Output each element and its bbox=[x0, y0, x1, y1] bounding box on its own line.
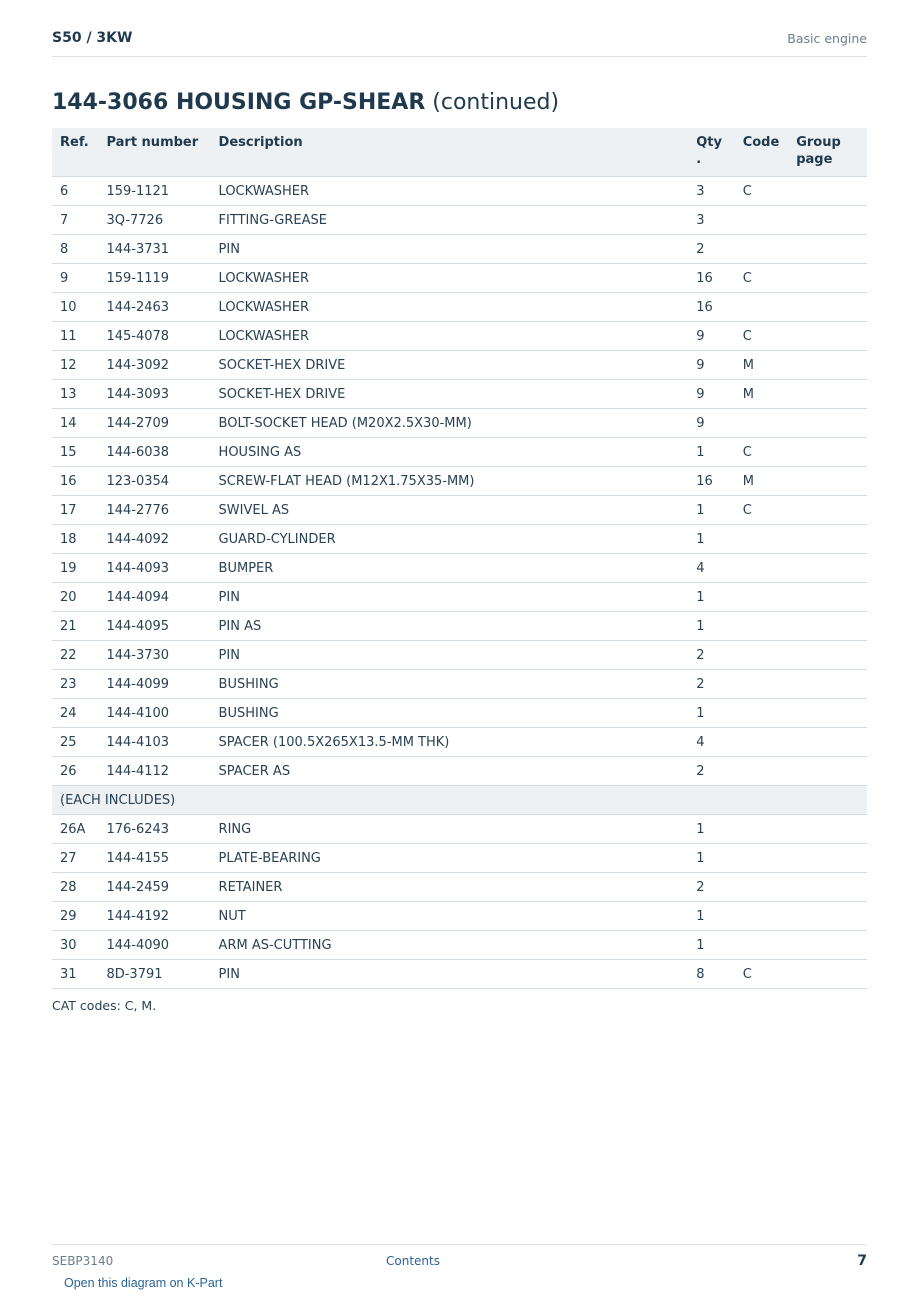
description-cell: SCREW-FLAT HEAD (M12X1.75X35-MM) bbox=[211, 467, 689, 496]
ref-cell: 22 bbox=[52, 641, 98, 670]
code-cell: M bbox=[735, 467, 789, 496]
code-cell bbox=[735, 670, 789, 699]
code-cell: M bbox=[735, 380, 789, 409]
col-description-header: Description bbox=[211, 128, 689, 177]
description-cell: RETAINER bbox=[211, 873, 689, 902]
group-page-cell bbox=[788, 670, 867, 699]
ref-cell: 26A bbox=[52, 815, 98, 844]
description-cell: LOCKWASHER bbox=[211, 293, 689, 322]
qty-cell: 1 bbox=[688, 612, 734, 641]
qty-cell: 1 bbox=[688, 496, 734, 525]
table-row bbox=[52, 815, 867, 844]
group-page-cell bbox=[788, 641, 867, 670]
part-number-cell: 144-4092 bbox=[98, 525, 210, 554]
description-cell: SWIVEL AS bbox=[211, 496, 689, 525]
group-code-title: 144-3066 HOUSING GP-SHEAR bbox=[52, 90, 426, 115]
table-row bbox=[52, 554, 867, 583]
col-ref-header: Ref. bbox=[52, 128, 98, 177]
qty-cell: 16 bbox=[688, 264, 734, 293]
qty-cell: 9 bbox=[688, 380, 734, 409]
part-number-cell: 159-1119 bbox=[98, 264, 210, 293]
description-cell: SOCKET-HEX DRIVE bbox=[211, 380, 689, 409]
qty-cell: 16 bbox=[688, 467, 734, 496]
code-cell: C bbox=[735, 264, 789, 293]
qty-cell: 2 bbox=[688, 641, 734, 670]
section-label: Basic engine bbox=[787, 31, 867, 46]
ref-cell: 17 bbox=[52, 496, 98, 525]
part-number-cell: 159-1121 bbox=[98, 177, 210, 206]
code-cell bbox=[735, 293, 789, 322]
ref-cell: 19 bbox=[52, 554, 98, 583]
table-header-row bbox=[52, 128, 867, 177]
table-row bbox=[52, 409, 867, 438]
group-page-cell bbox=[788, 438, 867, 467]
ref-cell: 30 bbox=[52, 931, 98, 960]
part-number-cell: 8D-3791 bbox=[98, 960, 210, 989]
group-page-cell bbox=[788, 583, 867, 612]
ref-cell: 18 bbox=[52, 525, 98, 554]
part-number-cell: 144-3092 bbox=[98, 351, 210, 380]
page-footer bbox=[52, 1244, 867, 1275]
qty-cell: 1 bbox=[688, 815, 734, 844]
table-row bbox=[52, 206, 867, 235]
code-cell bbox=[735, 206, 789, 235]
qty-cell: 1 bbox=[688, 525, 734, 554]
qty-cell: 3 bbox=[688, 177, 734, 206]
cat-codes-note: CAT codes: C, M. bbox=[52, 998, 157, 1013]
col-code-header: Code bbox=[735, 128, 789, 177]
code-cell: M bbox=[735, 351, 789, 380]
group-page-cell bbox=[788, 612, 867, 641]
qty-cell: 1 bbox=[688, 931, 734, 960]
group-page-cell bbox=[788, 293, 867, 322]
qty-cell: 2 bbox=[688, 757, 734, 786]
code-cell bbox=[735, 699, 789, 728]
qty-cell: 2 bbox=[688, 670, 734, 699]
table-row bbox=[52, 496, 867, 525]
model-label: S50 / 3KW bbox=[52, 30, 133, 46]
ref-cell: 6 bbox=[52, 177, 98, 206]
code-cell bbox=[735, 525, 789, 554]
ref-cell: 15 bbox=[52, 438, 98, 467]
table-row bbox=[52, 235, 867, 264]
description-cell: ARM AS-CUTTING bbox=[211, 931, 689, 960]
qty-cell: 9 bbox=[688, 322, 734, 351]
col-part-number-header: Part number bbox=[98, 128, 210, 177]
part-number-cell: 144-4090 bbox=[98, 931, 210, 960]
code-cell bbox=[735, 844, 789, 873]
page-header bbox=[52, 20, 867, 57]
ref-cell: 29 bbox=[52, 902, 98, 931]
part-number-cell: 3Q-7726 bbox=[98, 206, 210, 235]
code-cell bbox=[735, 931, 789, 960]
code-cell bbox=[735, 612, 789, 641]
ref-cell: 31 bbox=[52, 960, 98, 989]
code-cell: C bbox=[735, 322, 789, 351]
table-row bbox=[52, 583, 867, 612]
table-row bbox=[52, 641, 867, 670]
ref-cell: 14 bbox=[52, 409, 98, 438]
group-page-cell bbox=[788, 699, 867, 728]
code-cell bbox=[735, 235, 789, 264]
part-number-cell: 144-4103 bbox=[98, 728, 210, 757]
code-cell: C bbox=[735, 438, 789, 467]
table-row bbox=[52, 322, 867, 351]
code-cell: C bbox=[735, 960, 789, 989]
contents-link[interactable]: Contents bbox=[386, 1254, 440, 1268]
group-page-cell bbox=[788, 554, 867, 583]
table-row bbox=[52, 699, 867, 728]
description-cell: BUSHING bbox=[211, 670, 689, 699]
part-number-cell: 144-4099 bbox=[98, 670, 210, 699]
part-number-cell: 144-3730 bbox=[98, 641, 210, 670]
qty-cell: 9 bbox=[688, 351, 734, 380]
description-cell: NUT bbox=[211, 902, 689, 931]
ref-cell: 24 bbox=[52, 699, 98, 728]
part-number-cell: 123-0354 bbox=[98, 467, 210, 496]
table-note-row bbox=[52, 786, 867, 815]
table-row bbox=[52, 757, 867, 786]
ref-cell: 27 bbox=[52, 844, 98, 873]
col-qty-header: Qty . bbox=[688, 128, 734, 177]
table-row bbox=[52, 844, 867, 873]
qty-cell: 2 bbox=[688, 873, 734, 902]
description-cell: BUMPER bbox=[211, 554, 689, 583]
code-cell bbox=[735, 757, 789, 786]
code-cell bbox=[735, 902, 789, 931]
description-cell: BUSHING bbox=[211, 699, 689, 728]
table-row bbox=[52, 728, 867, 757]
part-number-cell: 144-4095 bbox=[98, 612, 210, 641]
code-cell bbox=[735, 554, 789, 583]
group-page-cell bbox=[788, 409, 867, 438]
description-cell: RING bbox=[211, 815, 689, 844]
qty-cell: 1 bbox=[688, 438, 734, 467]
qty-cell: 1 bbox=[688, 583, 734, 612]
document-id: SEBP3140 bbox=[52, 1254, 114, 1268]
qty-cell: 1 bbox=[688, 699, 734, 728]
description-cell: PIN bbox=[211, 583, 689, 612]
table-row bbox=[52, 177, 867, 206]
part-number-cell: 144-3731 bbox=[98, 235, 210, 264]
table-row bbox=[52, 351, 867, 380]
group-page-cell bbox=[788, 815, 867, 844]
group-page-cell bbox=[788, 757, 867, 786]
part-number-cell: 144-2463 bbox=[98, 293, 210, 322]
part-number-cell: 144-2776 bbox=[98, 496, 210, 525]
ref-cell: 13 bbox=[52, 380, 98, 409]
part-number-cell: 144-4100 bbox=[98, 699, 210, 728]
qty-cell: 2 bbox=[688, 235, 734, 264]
parts-table bbox=[52, 128, 867, 989]
group-page-cell bbox=[788, 467, 867, 496]
table-row bbox=[52, 438, 867, 467]
qty-cell: 4 bbox=[688, 554, 734, 583]
description-cell: BOLT-SOCKET HEAD (M20X2.5X30-MM) bbox=[211, 409, 689, 438]
table-row bbox=[52, 293, 867, 322]
ref-cell: 8 bbox=[52, 235, 98, 264]
ref-cell: 10 bbox=[52, 293, 98, 322]
group-page-cell bbox=[788, 380, 867, 409]
description-cell: SPACER AS bbox=[211, 757, 689, 786]
group-page-cell bbox=[788, 496, 867, 525]
col-group-page-header: Group page bbox=[788, 128, 867, 177]
group-page-cell bbox=[788, 177, 867, 206]
ref-cell: 20 bbox=[52, 583, 98, 612]
part-number-cell: 145-4078 bbox=[98, 322, 210, 351]
group-page-cell bbox=[788, 931, 867, 960]
continued-label: (continued) bbox=[432, 90, 560, 115]
open-k-part-link[interactable]: Open this diagram on K-Part bbox=[64, 1276, 223, 1290]
qty-cell: 3 bbox=[688, 206, 734, 235]
description-cell: LOCKWASHER bbox=[211, 322, 689, 351]
part-number-cell: 144-2709 bbox=[98, 409, 210, 438]
table-row bbox=[52, 960, 867, 989]
table-row bbox=[52, 612, 867, 641]
part-number-cell: 144-4112 bbox=[98, 757, 210, 786]
table-row bbox=[52, 670, 867, 699]
description-cell: HOUSING AS bbox=[211, 438, 689, 467]
group-page-cell bbox=[788, 322, 867, 351]
group-page-cell bbox=[788, 235, 867, 264]
code-cell bbox=[735, 641, 789, 670]
table-row bbox=[52, 467, 867, 496]
ref-cell: 16 bbox=[52, 467, 98, 496]
ref-cell: 11 bbox=[52, 322, 98, 351]
description-cell: PIN bbox=[211, 235, 689, 264]
table-row bbox=[52, 525, 867, 554]
note-cell: (EACH INCLUDES) bbox=[52, 786, 867, 815]
group-page-cell bbox=[788, 206, 867, 235]
description-cell: PIN bbox=[211, 960, 689, 989]
part-number-cell: 144-4093 bbox=[98, 554, 210, 583]
page-title bbox=[52, 90, 559, 115]
part-number-cell: 144-4155 bbox=[98, 844, 210, 873]
ref-cell: 7 bbox=[52, 206, 98, 235]
table-row bbox=[52, 380, 867, 409]
group-page-cell bbox=[788, 873, 867, 902]
qty-cell: 16 bbox=[688, 293, 734, 322]
code-cell: C bbox=[735, 496, 789, 525]
description-cell: PIN AS bbox=[211, 612, 689, 641]
description-cell: LOCKWASHER bbox=[211, 177, 689, 206]
page-number: 7 bbox=[857, 1253, 867, 1269]
ref-cell: 26 bbox=[52, 757, 98, 786]
group-page-cell bbox=[788, 351, 867, 380]
qty-cell: 1 bbox=[688, 902, 734, 931]
code-cell bbox=[735, 728, 789, 757]
table-row bbox=[52, 902, 867, 931]
code-cell bbox=[735, 873, 789, 902]
qty-cell: 1 bbox=[688, 844, 734, 873]
ref-cell: 25 bbox=[52, 728, 98, 757]
description-cell: PIN bbox=[211, 641, 689, 670]
description-cell: PLATE-BEARING bbox=[211, 844, 689, 873]
group-page-cell bbox=[788, 264, 867, 293]
table-row bbox=[52, 873, 867, 902]
description-cell: LOCKWASHER bbox=[211, 264, 689, 293]
code-cell bbox=[735, 583, 789, 612]
ref-cell: 28 bbox=[52, 873, 98, 902]
group-page-cell bbox=[788, 728, 867, 757]
qty-cell: 4 bbox=[688, 728, 734, 757]
group-page-cell bbox=[788, 844, 867, 873]
ref-cell: 12 bbox=[52, 351, 98, 380]
code-cell bbox=[735, 409, 789, 438]
code-cell bbox=[735, 815, 789, 844]
qty-cell: 8 bbox=[688, 960, 734, 989]
part-number-cell: 144-3093 bbox=[98, 380, 210, 409]
part-number-cell: 176-6243 bbox=[98, 815, 210, 844]
part-number-cell: 144-4192 bbox=[98, 902, 210, 931]
description-cell: SPACER (100.5X265X13.5-MM THK) bbox=[211, 728, 689, 757]
description-cell: SOCKET-HEX DRIVE bbox=[211, 351, 689, 380]
ref-cell: 9 bbox=[52, 264, 98, 293]
qty-cell: 9 bbox=[688, 409, 734, 438]
part-number-cell: 144-2459 bbox=[98, 873, 210, 902]
group-page-cell bbox=[788, 525, 867, 554]
table-row bbox=[52, 931, 867, 960]
code-cell: C bbox=[735, 177, 789, 206]
group-page-cell bbox=[788, 960, 867, 989]
description-cell: FITTING-GREASE bbox=[211, 206, 689, 235]
ref-cell: 23 bbox=[52, 670, 98, 699]
table-row bbox=[52, 264, 867, 293]
description-cell: GUARD-CYLINDER bbox=[211, 525, 689, 554]
group-page-cell bbox=[788, 902, 867, 931]
part-number-cell: 144-6038 bbox=[98, 438, 210, 467]
part-number-cell: 144-4094 bbox=[98, 583, 210, 612]
ref-cell: 21 bbox=[52, 612, 98, 641]
